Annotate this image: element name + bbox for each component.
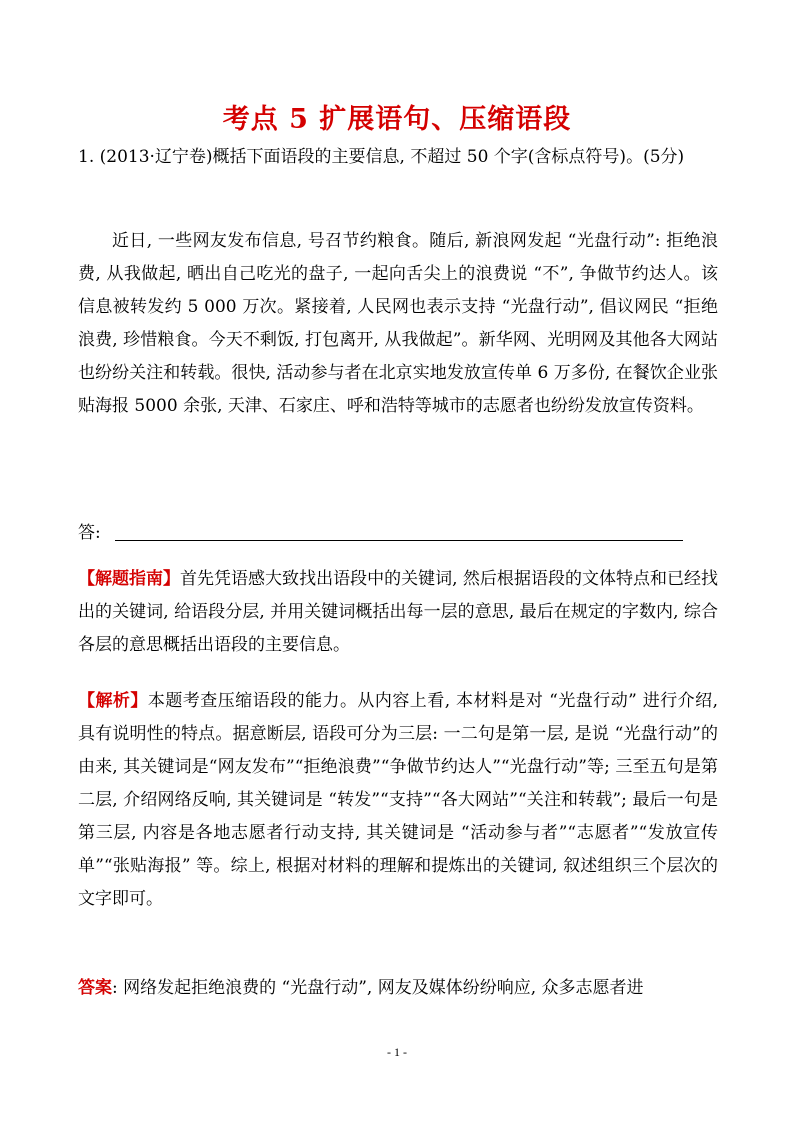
page-title: 考点 5 扩展语句、压缩语段 (222, 104, 572, 135)
reading-passage: 近日, 一些网友发布信息, 号召节约粮食。随后, 新浪网发起 “光盘行动”: 拒绝浪费, 从我做起, 晒出自己吃光的盘子, 一起向舌尖上的浪费说 “不”, 争做节约达人。该信息被转发约 5 000 万次。紧接着, 人民网也表示支持 “光盘行动”, 倡议网民 “拒绝浪费, 珍惜粮食。今天不剩饭, 打包离开, 从我做起”。新华网、光明网及其他各大网站也纷纷关注和转载。很快, 活动参与者在北京实地发放宣传单 6 万多份, 在餐饮企业张贴海报 5000 余张, 天津、石家庄、呼和浩特等城市的志愿者也纷纷发放宣传资料。 (78, 231, 718, 416)
answer-section (78, 972, 718, 1005)
question-text: 1. (2013·辽宁卷)概括下面语段的主要信息, 不超过 50 个字(含标点符号)。(5分) (78, 147, 685, 167)
guide-label: 【解题指南】 (78, 569, 181, 589)
analysis-section (78, 685, 718, 916)
answer-field-row (78, 518, 698, 548)
answer-line (115, 540, 683, 541)
guide-text: 首先凭语感大致找出语段中的关键词, 然后根据语段的文体特点和已经找出的关键词, 给语段分层, 并用关键词概括出每一层的意思, 最后在规定的字数内, 综合各层的意思概括出语段的主要信息。 (78, 569, 718, 655)
answer-text: : 网络发起拒绝浪费的 “光盘行动”, 网友及媒体纷纷响应, 众多志愿者进 (112, 978, 644, 998)
answer-field-label: 答: (78, 523, 101, 543)
solution-guide (78, 563, 718, 662)
answer-label: 答案 (78, 978, 112, 998)
page-number: - 1 - (387, 1045, 407, 1059)
analysis-label: 【解析】 (78, 691, 148, 711)
analysis-text: 本题考查压缩语段的能力。从内容上看, 本材料是对 “光盘行动” 进行介绍, 具有说明性的特点。据意断层, 语段可分为三层: 一二句是第一层, 是说 “光盘行动”的由来, 其关键词是“网友发布”“拒绝浪费”“争做节约达人”“光盘行动”等; 三至五句是第二层, 介绍网络反响, 其关键词是 “转发”“支持”“各大网站”“关注和转载”; 最后一句是第三层, 内容是各地志愿者行动支持, 其关键词是 “活动参与者”“志愿者”“发放宣传单”“张贴海报” 等。综上, 根据对材料的理解和提炼出的关键词, 叙述组织三个层次的文字即可。 (78, 691, 719, 909)
